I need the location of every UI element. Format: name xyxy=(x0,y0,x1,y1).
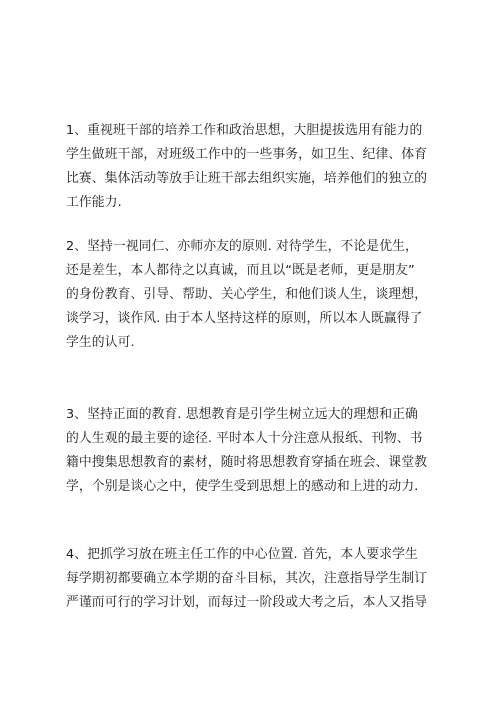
paragraph-1 xyxy=(66,119,456,215)
paragraph-line: 严谨而可行的学习计划，而每过一阶段或大考之后，本人又指导 xyxy=(66,595,428,610)
paragraph-line: 3、坚持正面的教育. 思想教育是引学生树立远大的理想和正确 xyxy=(66,407,418,422)
paragraph-line: 学，个别是谈心之中，使学生受到思想上的感动和上进的动力. xyxy=(66,479,419,494)
paragraph-line: 谈学习，谈作风. 由于本人坚持这样的原则，所以本人既赢得了 xyxy=(66,311,423,326)
paragraph-line: 学生做班干部，对班级工作中的一些事务，如卫生、纪律、体育 xyxy=(66,147,428,162)
paragraph-line: 每学期初都要确立本学期的奋斗目标，其次，注意指导学生制订 xyxy=(66,571,428,586)
paragraph-4 xyxy=(66,543,456,615)
paragraph-line: 比赛、集体活动等放手让班干部去组织实施，培养他们的独立的 xyxy=(66,171,428,186)
paragraph-line: 学生的认可. xyxy=(66,335,135,350)
paragraph-3 xyxy=(66,403,456,499)
paragraph-line: 还是差生，本人都待之以真诚，而且以“既是老师，更是朋友” xyxy=(66,263,415,278)
paragraph-line: 工作能力. xyxy=(66,195,122,210)
paragraph-line: 籍中搜集思想教育的素材，随时将思想教育穿插在班会、课堂教 xyxy=(66,455,428,470)
paragraph-2 xyxy=(66,235,456,355)
paragraph-line: 4、把抓学习放在班主任工作的中心位置. 首先，本人要求学生 xyxy=(66,547,418,562)
paragraph-line: 2、坚持一视同仁、亦师亦友的原则. 对待学生，不论是优生， xyxy=(66,239,418,254)
paragraph-line: 的身份教育、引导、帮助、关心学生，和他们谈人生，谈理想， xyxy=(66,287,428,302)
paragraph-line: 1、重视班干部的培养工作和政治思想，大胆提拔选用有能力的 xyxy=(66,123,423,138)
paragraph-line: 的人生观的最主要的途径. 平时本人十分注意从报纸、刊物、书 xyxy=(66,431,423,446)
